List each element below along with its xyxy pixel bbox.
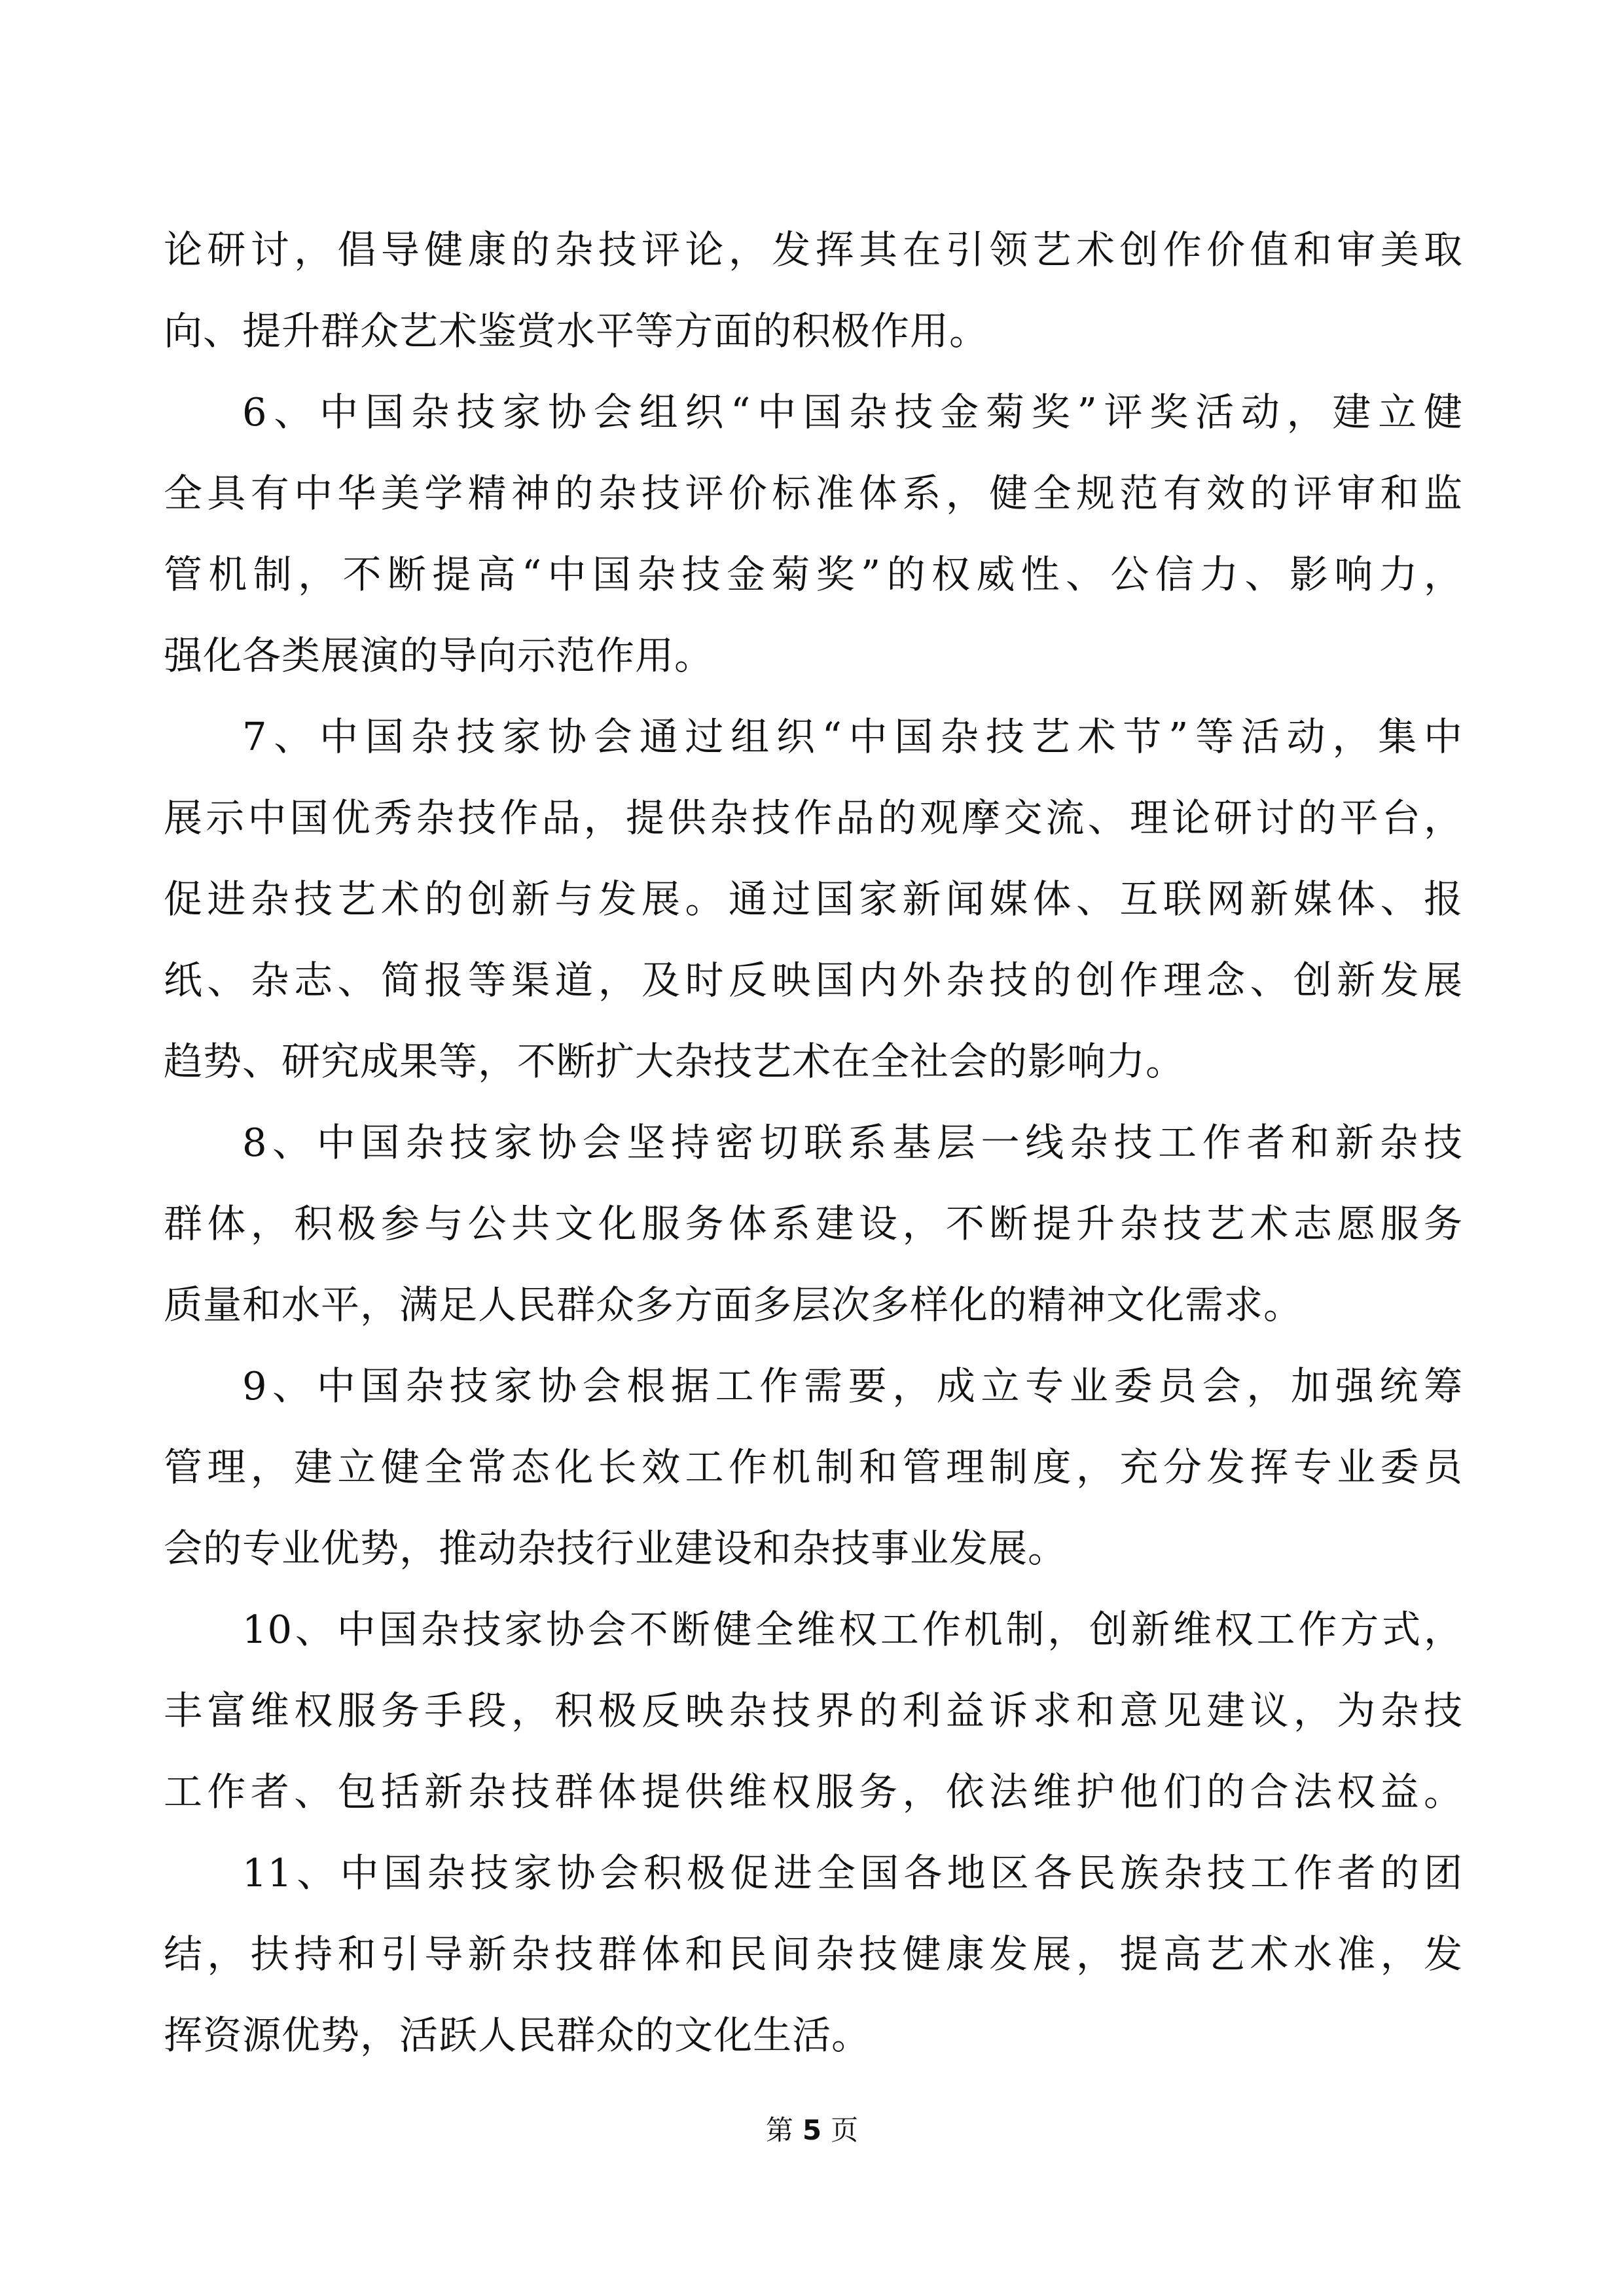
text-line: 促进杂技艺术的创新与发展。通过国家新闻媒体、互联网新媒体、报 — [164, 876, 1463, 922]
text-line: 展示中国优秀杂技作品，提供杂技作品的观摩交流、理论研讨的平台， — [164, 795, 1463, 840]
text-line: 11、中国杂技家协会积极促进全国各地区各民族杂技工作者的团 — [242, 1850, 1463, 1895]
page-number: 5 — [802, 2114, 822, 2146]
text-line: 质量和水平，满足人民群众多方面多层次多样化的精神文化需求。 — [164, 1282, 1303, 1327]
text-line: 6、中国杂技家协会组织“中国杂技金菊奖”评奖活动，建立健 — [242, 389, 1463, 435]
text-line: 论研讨，倡导健康的杂技评论，发挥其在引领艺术创作价值和审美取 — [164, 227, 1463, 272]
text-line: 9、中国杂技家协会根据工作需要，成立专业委员会，加强统筹 — [242, 1363, 1463, 1408]
page-label-suffix: 页 — [831, 2114, 859, 2146]
text-line: 纸、杂志、简报等渠道，及时反映国内外杂技的创作理念、创新发展 — [164, 958, 1463, 1003]
text-line: 结，扶持和引导新杂技群体和民间杂技健康发展，提高艺术水准，发 — [164, 1931, 1463, 1977]
text-line: 挥资源优势，活跃人民群众的文化生活。 — [164, 2013, 871, 2058]
text-line: 全具有中华美学精神的杂技评价标准体系，健全规范有效的评审和监 — [164, 471, 1463, 516]
page-label-prefix: 第 — [765, 2114, 793, 2146]
text-line: 管机制，不断提高“中国杂技金菊奖”的权威性、公信力、影响力， — [164, 552, 1463, 597]
text-line: 10、中国杂技家协会不断健全维权工作机制，创新维权工作方式， — [242, 1607, 1463, 1652]
text-line: 管理，建立健全常态化长效工作机制和管理制度，充分发挥专业委员 — [164, 1444, 1463, 1490]
page-footer — [0, 2111, 1624, 2150]
text-line: 强化各类展演的导向示范作用。 — [164, 633, 714, 678]
text-line: 丰富维权服务手段，积极反映杂技界的利益诉求和意见建议，为杂技 — [164, 1688, 1463, 1733]
text-line: 趋势、研究成果等，不断扩大杂技艺术在全社会的影响力。 — [164, 1039, 1185, 1084]
text-line: 工作者、包括新杂技群体提供维权服务，依法维护他们的合法权益。 — [164, 1769, 1463, 1814]
text-line: 7、中国杂技家协会通过组织“中国杂技艺术节”等活动，集中 — [242, 714, 1463, 759]
text-line: 会的专业优势，推动杂技行业建设和杂技事业发展。 — [164, 1526, 1068, 1571]
text-line: 8、中国杂技家协会坚持密切联系基层一线杂技工作者和新杂技 — [242, 1120, 1463, 1165]
text-line: 群体，积极参与公共文化服务体系建设，不断提升杂技艺术志愿服务 — [164, 1201, 1463, 1246]
body-text — [164, 209, 1463, 2076]
text-line: 向、提升群众艺术鉴赏水平等方面的积极作用。 — [164, 308, 989, 353]
